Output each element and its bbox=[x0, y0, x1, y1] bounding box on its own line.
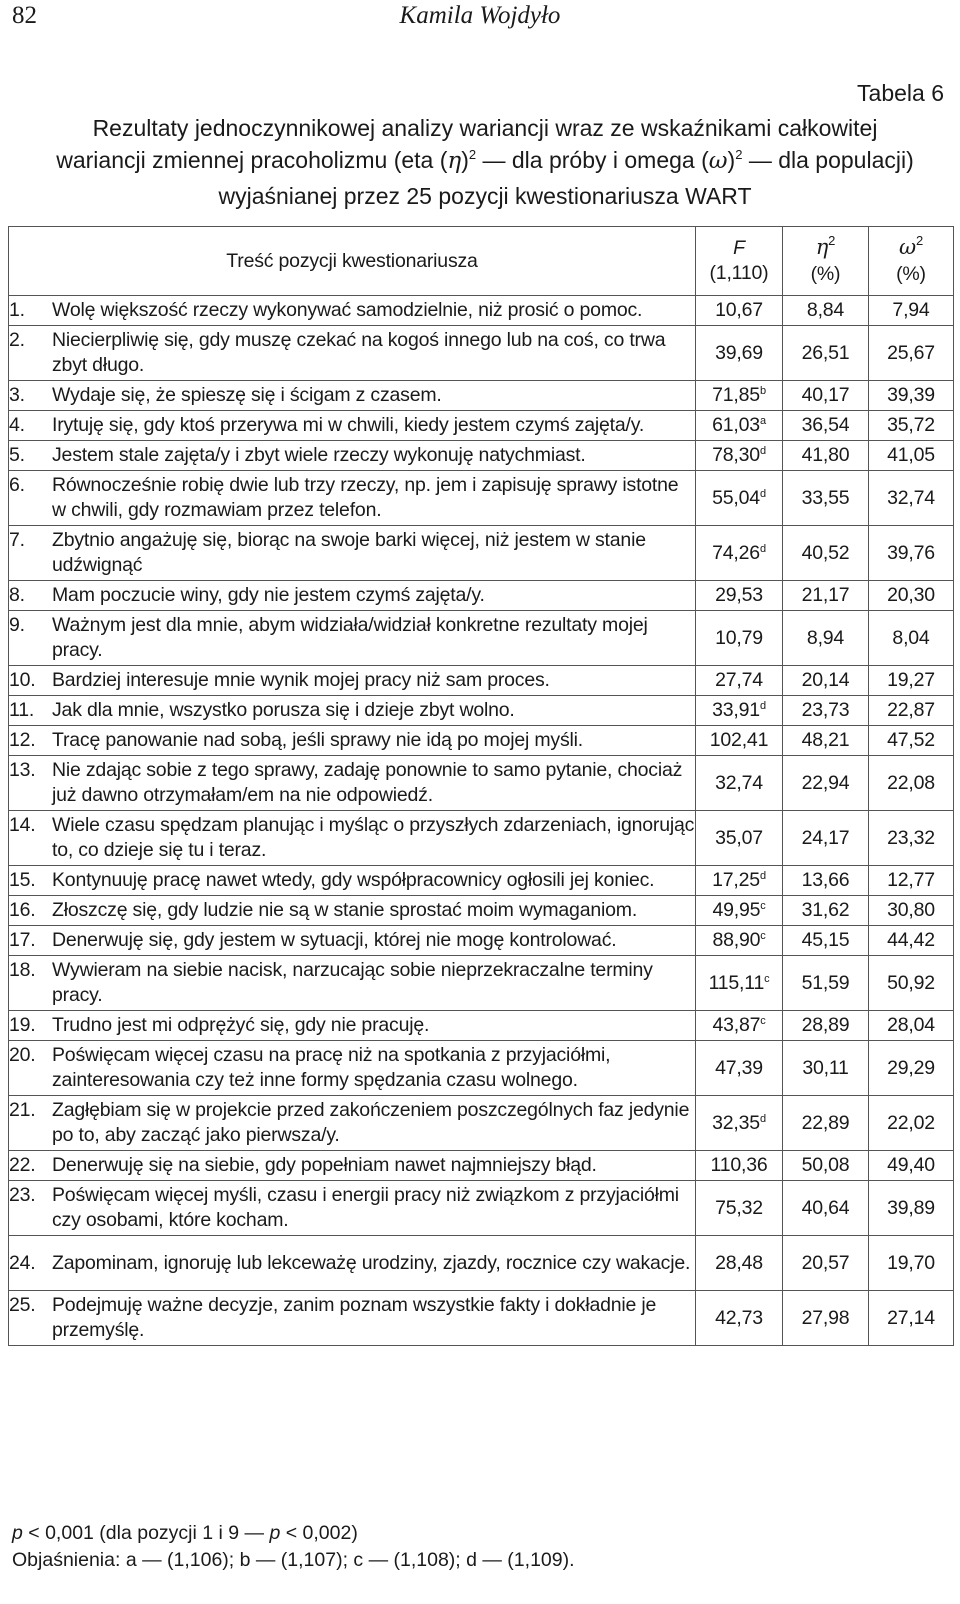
omega-value: 35,72 bbox=[869, 411, 954, 441]
eta-value: 20,57 bbox=[783, 1236, 869, 1291]
note-text: < 0,002) bbox=[280, 1522, 358, 1544]
eta-value: 8,84 bbox=[783, 296, 869, 326]
item-number: 18. bbox=[9, 959, 36, 981]
table-row bbox=[9, 1151, 954, 1181]
item-number: 14. bbox=[9, 814, 36, 836]
item-statement: Ważnym jest dla mnie, abym widziała/widział konkretne rezultaty mojej pracy. bbox=[52, 614, 648, 661]
item-statement: Zagłębiam się w projekcie przed zakończeniem poszczególnych faz jedynie po to, aby zacząć jako pierwsza/y. bbox=[52, 1099, 690, 1146]
item-statement: Wydaje się, że spieszę się i ścigam z czasem. bbox=[52, 384, 442, 406]
f-value-cell bbox=[696, 811, 783, 866]
item-number: 19. bbox=[9, 1014, 36, 1036]
omega-value: 28,04 bbox=[869, 1011, 954, 1041]
results-table bbox=[8, 226, 954, 1346]
item-number: 2. bbox=[9, 329, 25, 351]
item-number: 13. bbox=[9, 759, 36, 781]
f-value-cell bbox=[696, 581, 783, 611]
table-caption bbox=[20, 112, 950, 212]
eta-value: 23,73 bbox=[783, 696, 869, 726]
f-value: 29,53 bbox=[715, 584, 763, 606]
f-value: 78,30 bbox=[712, 444, 760, 466]
item-number: 25. bbox=[9, 1294, 36, 1316]
f-value-cell bbox=[696, 956, 783, 1011]
table-row bbox=[9, 811, 954, 866]
significance-note bbox=[12, 1520, 575, 1547]
omega-value: 7,94 bbox=[869, 296, 954, 326]
item-number: 8. bbox=[9, 584, 25, 606]
item-cell bbox=[9, 1011, 696, 1041]
eta-value: 40,52 bbox=[783, 526, 869, 581]
f-value: 28,48 bbox=[715, 1251, 763, 1274]
eta-value: 50,08 bbox=[783, 1151, 869, 1181]
item-cell bbox=[9, 471, 696, 526]
table-row bbox=[9, 326, 954, 381]
f-value-cell bbox=[696, 1096, 783, 1151]
eta-value: 13,66 bbox=[783, 866, 869, 896]
item-cell bbox=[9, 441, 696, 471]
omega-value: 30,80 bbox=[869, 896, 954, 926]
item-cell bbox=[9, 611, 696, 666]
eta-value: 31,62 bbox=[783, 896, 869, 926]
item-statement: Tracę panowanie nad sobą, jeśli sprawy nie idą po mojej myśli. bbox=[52, 729, 583, 751]
f-note-marker: c bbox=[764, 972, 770, 985]
superscript: 2 bbox=[468, 147, 477, 162]
omega-value: 19,70 bbox=[869, 1236, 954, 1291]
f-value: 71,85 bbox=[712, 384, 760, 406]
item-number: 5. bbox=[9, 444, 25, 466]
item-cell bbox=[9, 956, 696, 1011]
item-statement: Podejmuję ważne decyzje, zanim poznam wszystkie fakty i dokładnie je przemyślę. bbox=[52, 1294, 657, 1341]
omega-value: 27,14 bbox=[869, 1291, 954, 1346]
caption-text: — dla próby i omega ( bbox=[476, 147, 709, 173]
f-value-cell bbox=[696, 1011, 783, 1041]
omega-value: 49,40 bbox=[869, 1151, 954, 1181]
table-row bbox=[9, 471, 954, 526]
f-value: 75,32 bbox=[715, 1196, 763, 1219]
table-row bbox=[9, 1096, 954, 1151]
item-statement: Równocześnie robię dwie lub trzy rzeczy, np. jem i zapisuję sprawy istotne w chwili, gdy rozmawiam przez telefon. bbox=[52, 474, 679, 521]
f-value-cell bbox=[696, 896, 783, 926]
omega-value: 12,77 bbox=[869, 866, 954, 896]
f-value-cell bbox=[696, 926, 783, 956]
item-cell bbox=[9, 1096, 696, 1151]
item-statement: Złoszczę się, gdy ludzie nie są w stanie sprostać moim wymaganiom. bbox=[52, 899, 638, 921]
omega-symbol: ω bbox=[899, 235, 916, 259]
item-cell bbox=[9, 1151, 696, 1181]
f-value-cell bbox=[696, 471, 783, 526]
item-cell bbox=[9, 581, 696, 611]
eta-value: 21,17 bbox=[783, 581, 869, 611]
f-note-marker: d bbox=[759, 487, 766, 500]
item-number: 17. bbox=[9, 929, 36, 951]
page-header bbox=[0, 0, 960, 40]
f-value: 55,04 bbox=[712, 486, 760, 509]
f-value-cell bbox=[696, 411, 783, 441]
omega-value: 8,04 bbox=[869, 611, 954, 666]
f-value-cell bbox=[696, 526, 783, 581]
item-number: 22. bbox=[9, 1154, 36, 1176]
eta-value: 48,21 bbox=[783, 726, 869, 756]
item-cell bbox=[9, 726, 696, 756]
f-value-cell bbox=[696, 1181, 783, 1236]
omega-value: 19,27 bbox=[869, 666, 954, 696]
superscript: 2 bbox=[828, 233, 836, 248]
omega-value: 39,89 bbox=[869, 1181, 954, 1236]
table-row bbox=[9, 441, 954, 471]
item-statement: Trudno jest mi odprężyć się, gdy nie pracuję. bbox=[52, 1014, 430, 1036]
f-note-marker: d bbox=[759, 700, 766, 712]
table-row bbox=[9, 1181, 954, 1236]
item-number: 24. bbox=[9, 1251, 36, 1274]
table-row bbox=[9, 611, 954, 666]
f-note-marker: d bbox=[759, 445, 766, 457]
item-statement: Niecierpliwię się, gdy muszę czekać na kogoś innego lub na coś, co trwa zbyt długo. bbox=[52, 329, 666, 376]
omega-value: 22,08 bbox=[869, 756, 954, 811]
item-statement: Nie zdając sobie z tego sprawy, zadaję ponownie to samo pytanie, chociaż już dawno otrzymałam/em na nie odpowiedź. bbox=[52, 759, 683, 806]
page-number: 82 bbox=[12, 2, 37, 29]
f-note-marker: a bbox=[759, 415, 766, 427]
item-statement: Bardziej interesuje mnie wynik mojej pracy niż sam proces. bbox=[52, 669, 550, 691]
table-row bbox=[9, 526, 954, 581]
table-row bbox=[9, 296, 954, 326]
item-cell bbox=[9, 1291, 696, 1346]
item-cell bbox=[9, 696, 696, 726]
f-value: 39,69 bbox=[715, 341, 763, 364]
item-statement: Poświęcam więcej czasu na pracę niż na spotkania z przyjaciółmi, zainteresowania czy też inne formy spędzania czasu wolnego. bbox=[52, 1044, 611, 1091]
item-statement: Denerwuję się na siebie, gdy popełniam nawet najmniejszy błąd. bbox=[52, 1154, 597, 1176]
f-note-marker: c bbox=[760, 1015, 766, 1027]
omega-value: 22,87 bbox=[869, 696, 954, 726]
omega-value: 29,29 bbox=[869, 1041, 954, 1096]
item-number: 20. bbox=[9, 1044, 36, 1066]
eta-symbol: η bbox=[815, 235, 829, 259]
f-value: 33,91 bbox=[712, 699, 760, 721]
eta-value: 51,59 bbox=[783, 956, 869, 1011]
item-cell bbox=[9, 866, 696, 896]
item-statement: Zapominam, ignoruję lub lekceważę urodziny, zjazdy, rocznice czy wakacje. bbox=[52, 1251, 691, 1274]
item-number: 21. bbox=[9, 1099, 36, 1121]
table-label: Tabela 6 bbox=[857, 80, 944, 106]
f-value: 88,90 bbox=[712, 929, 761, 951]
table-row bbox=[9, 411, 954, 441]
omega-value: 22,02 bbox=[869, 1096, 954, 1151]
item-cell bbox=[9, 411, 696, 441]
f-value-cell bbox=[696, 1151, 783, 1181]
item-number: 23. bbox=[9, 1184, 36, 1206]
item-number: 16. bbox=[9, 899, 36, 921]
f-note-marker: d bbox=[759, 542, 766, 555]
item-statement: Kontynuuję pracę nawet wtedy, gdy współpracownicy ogłosili jej koniec. bbox=[52, 869, 655, 891]
item-cell bbox=[9, 811, 696, 866]
eta-value: 45,15 bbox=[783, 926, 869, 956]
f-value-cell bbox=[696, 326, 783, 381]
superscript: 2 bbox=[735, 147, 743, 162]
item-number: 6. bbox=[9, 474, 25, 496]
f-note-marker: b bbox=[759, 385, 766, 397]
f-note-marker: d bbox=[759, 1112, 766, 1125]
item-statement: Jestem stale zajęta/y i zbyt wiele rzeczy wykonuję natychmiast. bbox=[52, 444, 586, 466]
eta-value: 22,94 bbox=[783, 756, 869, 811]
item-number: 11. bbox=[9, 699, 35, 721]
table-row bbox=[9, 1041, 954, 1096]
omega-value: 32,74 bbox=[869, 471, 954, 526]
omega-value: 41,05 bbox=[869, 441, 954, 471]
f-value: 49,95 bbox=[712, 899, 761, 921]
item-cell bbox=[9, 926, 696, 956]
item-cell bbox=[9, 896, 696, 926]
table-row bbox=[9, 581, 954, 611]
item-number: 15. bbox=[9, 869, 36, 891]
item-statement: Poświęcam więcej myśli, czasu i energii pracy niż związkom z przyjaciółmi czy osobami, które kocham. bbox=[52, 1184, 679, 1231]
superscript: 2 bbox=[915, 233, 923, 248]
f-value: 42,73 bbox=[715, 1306, 763, 1329]
f-value: 102,41 bbox=[709, 729, 769, 751]
f-value-cell bbox=[696, 756, 783, 811]
eta-unit: (%) bbox=[810, 263, 841, 285]
eta-value: 28,89 bbox=[783, 1011, 869, 1041]
f-value: 35,07 bbox=[715, 826, 763, 849]
omega-value: 39,39 bbox=[869, 381, 954, 411]
table-row bbox=[9, 1291, 954, 1346]
item-cell bbox=[9, 526, 696, 581]
f-value-cell bbox=[696, 866, 783, 896]
f-value: 74,26 bbox=[712, 541, 760, 564]
eta-value: 20,14 bbox=[783, 666, 869, 696]
column-header-eta bbox=[783, 227, 869, 296]
f-value: 43,87 bbox=[712, 1014, 761, 1036]
eta-value: 40,64 bbox=[783, 1181, 869, 1236]
item-statement: Denerwuję się, gdy jestem w sytuacji, której nie mogę kontrolować. bbox=[52, 929, 617, 951]
column-header-text: Treść pozycji kwestionariusza bbox=[9, 227, 696, 296]
item-number: 3. bbox=[9, 384, 25, 406]
f-symbol: F bbox=[733, 237, 745, 259]
legend-note: Objaśnienia: a — (1,106); b — (1,107); c — (1,108); d — (1,109). bbox=[12, 1549, 575, 1571]
omega-symbol: ω bbox=[708, 148, 728, 174]
omega-value: 44,42 bbox=[869, 926, 954, 956]
item-number: 10. bbox=[9, 669, 36, 691]
f-value-cell bbox=[696, 611, 783, 666]
item-cell bbox=[9, 1041, 696, 1096]
f-value-cell bbox=[696, 441, 783, 471]
eta-value: 40,17 bbox=[783, 381, 869, 411]
eta-value: 27,98 bbox=[783, 1291, 869, 1346]
f-value: 10,79 bbox=[715, 626, 763, 649]
eta-value: 24,17 bbox=[783, 811, 869, 866]
item-cell bbox=[9, 666, 696, 696]
f-value-cell bbox=[696, 1291, 783, 1346]
eta-value: 8,94 bbox=[783, 611, 869, 666]
note-text: < 0,001 (dla pozycji 1 i 9 — bbox=[22, 1522, 270, 1544]
running-head: Kamila Wojdyło bbox=[399, 2, 561, 29]
eta-value: 41,80 bbox=[783, 441, 869, 471]
caption-line-1: Rezultaty jednoczynnikowej analizy wariancji wraz ze wskaźnikami całkowitej bbox=[92, 115, 878, 141]
item-statement: Mam poczucie winy, gdy nie jestem czymś zajęta/y. bbox=[52, 584, 485, 606]
table-row bbox=[9, 866, 954, 896]
f-value: 10,67 bbox=[715, 299, 763, 321]
eta-symbol: η bbox=[447, 148, 462, 174]
f-value: 17,25 bbox=[712, 869, 760, 891]
caption-text: wariancji zmiennej pracoholizmu (eta ( bbox=[56, 147, 448, 173]
item-statement: Zbytnio angażuję się, biorąc na swoje barki więcej, niż jestem w stanie udźwignąć bbox=[52, 529, 646, 576]
f-value: 115,11 bbox=[708, 971, 765, 994]
table-notes bbox=[12, 1520, 575, 1574]
item-number: 1. bbox=[9, 299, 25, 321]
item-statement: Jak dla mnie, wszystko porusza się i dzieje zbyt wolno. bbox=[52, 699, 515, 721]
item-statement: Wolę większość rzeczy wykonywać samodzielnie, niż prosić o pomoc. bbox=[52, 299, 643, 321]
f-note-marker: c bbox=[760, 930, 766, 942]
table-row bbox=[9, 926, 954, 956]
item-number: 7. bbox=[9, 529, 25, 551]
eta-value: 30,11 bbox=[783, 1041, 869, 1096]
column-header-omega bbox=[869, 227, 954, 296]
f-value-cell bbox=[696, 1236, 783, 1291]
f-value-cell bbox=[696, 666, 783, 696]
caption-text: — dla populacji) bbox=[742, 147, 914, 173]
table-row bbox=[9, 666, 954, 696]
f-note-marker: d bbox=[759, 870, 766, 882]
omega-value: 23,32 bbox=[869, 811, 954, 866]
p-symbol: p bbox=[12, 1522, 23, 1544]
f-value-cell bbox=[696, 381, 783, 411]
item-number: 9. bbox=[9, 614, 25, 636]
item-cell bbox=[9, 381, 696, 411]
table-row bbox=[9, 381, 954, 411]
column-header-f bbox=[696, 227, 783, 296]
table-row bbox=[9, 1011, 954, 1041]
item-number: 4. bbox=[9, 414, 25, 436]
omega-value: 47,52 bbox=[869, 726, 954, 756]
f-value: 110,36 bbox=[710, 1154, 768, 1176]
item-cell bbox=[9, 1236, 696, 1291]
eta-value: 26,51 bbox=[783, 326, 869, 381]
omega-value: 50,92 bbox=[869, 956, 954, 1011]
table-row bbox=[9, 696, 954, 726]
f-value: 61,03 bbox=[712, 414, 760, 436]
eta-value: 36,54 bbox=[783, 411, 869, 441]
omega-value: 20,30 bbox=[869, 581, 954, 611]
f-df: (1,110) bbox=[709, 262, 769, 284]
f-value: 32,35 bbox=[712, 1111, 760, 1134]
item-cell bbox=[9, 756, 696, 811]
caption-text: ) bbox=[461, 147, 469, 173]
item-number: 12. bbox=[9, 729, 36, 751]
item-cell bbox=[9, 296, 696, 326]
table-row bbox=[9, 1236, 954, 1291]
caption-text: ) bbox=[727, 147, 736, 173]
f-value: 32,74 bbox=[715, 771, 763, 794]
caption-line-3: wyjaśnianej przez 25 pozycji kwestionariusza WART bbox=[218, 183, 752, 209]
f-value: 27,74 bbox=[715, 669, 763, 691]
f-value-cell bbox=[696, 696, 783, 726]
table-row bbox=[9, 756, 954, 811]
f-value-cell bbox=[696, 296, 783, 326]
item-cell bbox=[9, 326, 696, 381]
f-value: 47,39 bbox=[715, 1056, 763, 1079]
omega-value: 39,76 bbox=[869, 526, 954, 581]
item-statement: Irytuję się, gdy ktoś przerywa mi w chwili, kiedy jestem czymś zajęta/y. bbox=[52, 414, 645, 436]
item-statement: Wywieram na siebie nacisk, narzucając sobie nieprzekraczalne terminy pracy. bbox=[52, 959, 653, 1006]
eta-value: 33,55 bbox=[783, 471, 869, 526]
omega-unit: (%) bbox=[896, 263, 926, 285]
table-row bbox=[9, 896, 954, 926]
item-statement: Wiele czasu spędzam planując i myśląc o przyszłych zdarzeniach, ignorując to, co dzieje się tu i teraz. bbox=[52, 814, 695, 861]
p-symbol: p bbox=[269, 1522, 281, 1544]
eta-value: 22,89 bbox=[783, 1096, 869, 1151]
item-cell bbox=[9, 1181, 696, 1236]
table-row bbox=[9, 956, 954, 1011]
caption-line-2 bbox=[20, 144, 950, 180]
f-value-cell bbox=[696, 726, 783, 756]
table-header-row bbox=[9, 227, 954, 296]
table-row bbox=[9, 726, 954, 756]
f-note-marker: c bbox=[760, 900, 766, 912]
omega-value: 25,67 bbox=[869, 326, 954, 381]
f-value-cell bbox=[696, 1041, 783, 1096]
